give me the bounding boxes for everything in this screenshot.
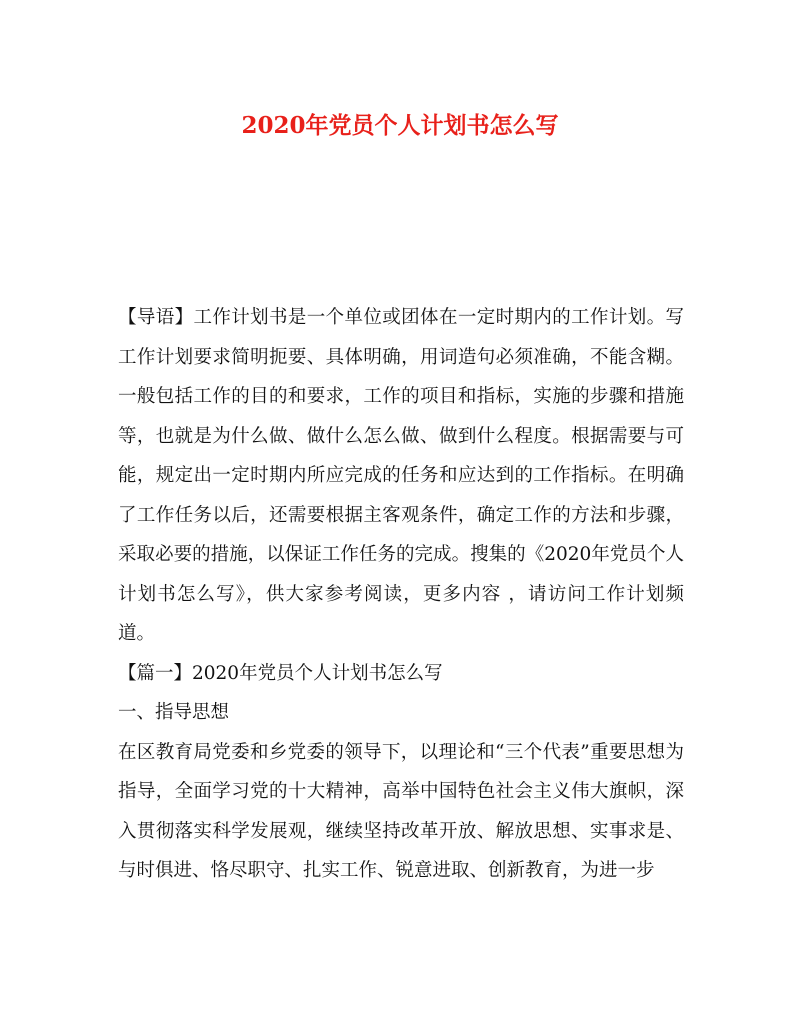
subsection-heading: 一、指导思想 [118,702,230,723]
intro-paragraph: 【导语】工作计划书是一个单位或团体在一定时期内的工作计划。写工作计划要求简明扼要、具体明确，用词造句必须准确，不能含糊。一般包括工作的目的和要求，工作的项目和指标，实施的步骤和措施等，也就是为什么做、做什么怎么做、做到什么程度。根据需要与可能，规定出一定时期内所应完成的任务和应达到的工作指标。在明确了工作任务以后，还需要根据主客观条件，确定工作的方法和步骤，采取必要的措施，以保证工作任务的完成。搜集的《2020年党员个人计划书怎么写》，供大家参考阅读，更多内容 ，请访问工作计划频道。 [118,307,684,644]
document-body [118,298,684,891]
page-title: 2020年党员个人计划书怎么写 [241,112,559,139]
section-heading: 【篇一】2020年党员个人计划书怎么写 [118,662,443,684]
body-paragraph: 在区教育局党委和乡党委的领导下，以理论和“三个代表”重要思想为指导，全面学习党的十大精神，高举中国特色社会主义伟大旗帜，深入贯彻落实科学发展观，继续坚持改革开放、解放思想、实事求是、与时俱进、恪尽职守、扎实工作、锐意进取、创新教育，为进一步 [118,741,684,881]
